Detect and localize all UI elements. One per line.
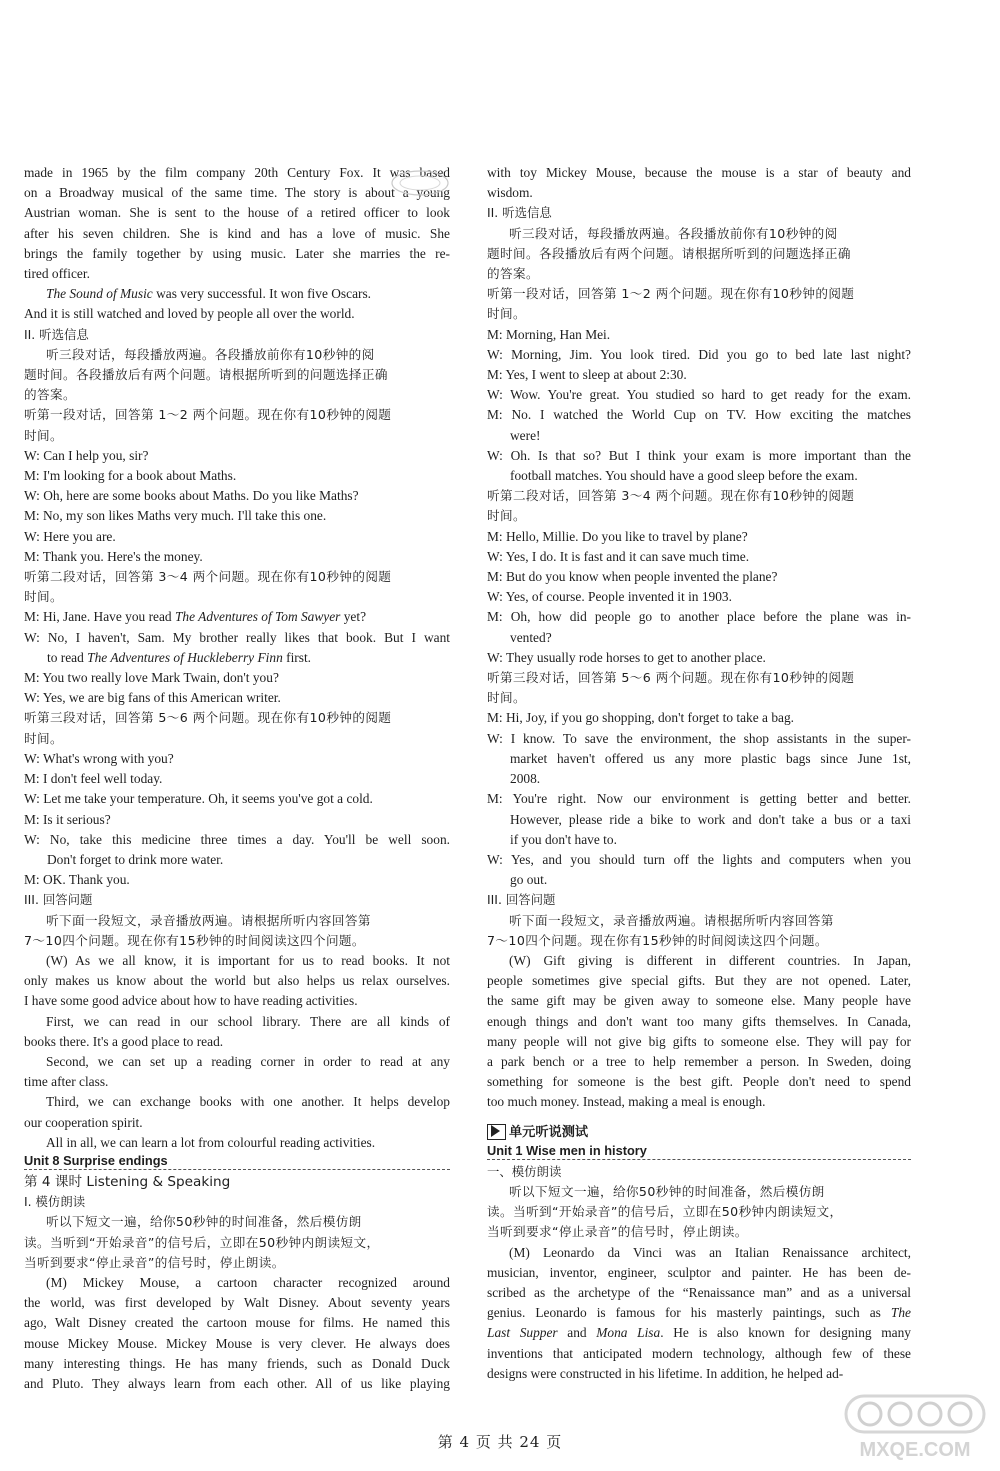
instruction-line: 题时间。各段播放后有两个问题。请根据所听到的问题选择正确 [487, 245, 851, 261]
dialogue-heading: 时间。 [487, 690, 526, 706]
dialogue-heading: 时间。 [487, 508, 526, 524]
dialogue-line: football matches. You should have a good sleep before the exam. [510, 468, 858, 484]
test-header [487, 1123, 911, 1143]
instruction-line: 当听到要求“停止录音”的信号时，停止朗读。 [24, 1254, 285, 1270]
book-title: The Adventures of Tom Sawyer [174, 609, 341, 625]
dialogue-line: were! [510, 427, 541, 443]
lesson-heading: 第 4 课时 Listening & Speaking [24, 1173, 231, 1190]
unit-heading: Unit 1 Wise men in history [487, 1143, 911, 1160]
text-fragment: and [557, 1325, 597, 1341]
dialogue-line: M: Morning, Han Mei. [487, 326, 611, 342]
text-line: tired officer. [24, 266, 90, 282]
faint-stamp [388, 167, 452, 199]
film-title: The Sound of Music [46, 286, 153, 302]
instruction-line: 当听到要求“停止录音”的信号时，停止朗读。 [487, 1224, 748, 1240]
dialogue-line: M: Thank you. Here's the money. [24, 548, 203, 564]
dialogue-line: W: Oh. Is that so? But I think your exam is more important than the [487, 447, 911, 463]
passage-line: wisdom. [487, 185, 533, 201]
unit-heading: Unit 8 Surprise endings [24, 1153, 450, 1170]
dialogue-line [24, 648, 450, 668]
dialogue-line: M: Is it serious? [24, 811, 111, 827]
text-line: And it is still watched and loved by people all over the world. [24, 306, 355, 322]
dialogue-line: W: They usually rode horses to get to another place. [487, 649, 766, 665]
instruction-line: 听以下短文一遍，给你50秒钟的时间准备，然后模仿朗 [509, 1183, 825, 1199]
book-title: The Adventures of Huckleberry Finn [87, 649, 283, 665]
dialogue-line: Don't forget to drink more water. [47, 851, 224, 867]
instruction-line: 读。当听到“开始录音”的信号后，立即在50秒钟内朗读短文， [487, 1204, 843, 1220]
passage-line: something for someone is the best gift. People don't need to spend [487, 1074, 911, 1090]
passage-line: time after class. [24, 1074, 109, 1090]
instruction-line: 读。当听到“开始录音”的信号后，立即在50秒钟内朗读短文， [24, 1234, 380, 1250]
passage-line: many people will not give big gifts to someone else. They will pay for [487, 1033, 911, 1049]
dialogue-line: W: No, take this medicine three times a day. You'll be well soon. [24, 831, 450, 847]
dialogue-line [24, 607, 450, 627]
dialogue-line: M: No. I watched the World Cup on TV. How exciting the matches [487, 407, 911, 423]
watermark-text: MXQE.COM [859, 1439, 971, 1461]
text-line [24, 284, 450, 304]
passage-line [487, 1323, 911, 1343]
text-fragment: first. [282, 649, 312, 665]
passage-line: books there. It's a good place to read. [24, 1033, 224, 1049]
dialogue-line: M: Yes, I went to sleep at about 2:30. [487, 367, 687, 383]
passage-line: I have some good advice about how to have reading activities. [24, 993, 358, 1009]
text-fragment: M: Hi, Jane. Have you read [24, 609, 175, 625]
passage-line: too much money. Instead, making a meal is enough. [487, 1094, 766, 1110]
instruction-line: 7～10四个问题。现在你有15秒钟的时间阅读这四个问题。 [24, 932, 365, 948]
passage-line: the same gift may be given away to someone else. Many people have [487, 993, 911, 1009]
text-line: brings the family together by using music. Later she marries the re- [24, 245, 450, 261]
instruction-line: 听以下短文一遍，给你50秒钟的时间准备，然后模仿朗 [46, 1214, 362, 1230]
dialogue-line: W: Can I help you, sir? [24, 447, 149, 463]
text-fragment: . He is also known for designing many [660, 1325, 911, 1341]
passage-line: scribed as the archetype of the “Renaissance man” and as a universal [487, 1284, 911, 1300]
dialogue-line: M: I'm looking for a book about Maths. [24, 468, 237, 484]
dialogue-line: However, please ride a bike to work and don't take a bus or a taxi [510, 811, 911, 827]
dialogue-line: M: Hi, Joy, if you go shopping, don't forget to take a bag. [487, 710, 795, 726]
dialogue-line: W: Yes, I do. It is fast and it can save much time. [487, 548, 750, 564]
passage-line: the world, was first developed by Walt Disney. About seventy years [24, 1295, 450, 1311]
passage-line: musician, inventor, engineer, sculptor and painter. He has been de- [487, 1264, 911, 1280]
dialogue-line: W: Yes, we are big fans of this American writer. [24, 690, 281, 706]
section-heading: II. 听选信息 [24, 326, 89, 342]
passage-line: only makes us know about the world but also helps us relax ourselves. [24, 973, 450, 989]
section-heading: 一、模仿朗读 [487, 1163, 562, 1179]
instruction-line: 题时间。各段播放后有两个问题。请根据所听到的问题选择正确 [24, 367, 388, 383]
dialogue-line: W: Let me take your temperature. Oh, it seems you've got a cold. [24, 791, 373, 807]
passage-line: with toy Mickey Mouse, because the mouse is a star of beauty and [487, 165, 911, 180]
section-heading: III. 回答问题 [487, 892, 556, 908]
section-heading: III. 回答问题 [24, 892, 93, 908]
passage-line: (M) Leonardo da Vinci was an Italian Renaissance architect, [509, 1244, 911, 1260]
dialogue-line: W: Here you are. [24, 528, 116, 544]
passage-line: ago, Walt Disney created the cartoon mouse for films. He named this [24, 1315, 450, 1331]
passage-line: (W) Gift giving is different in different countries. In Japan, [509, 952, 911, 968]
instruction-line: 7～10四个问题。现在你有15秒钟的时间阅读这四个问题。 [487, 932, 828, 948]
dialogue-line: M: But do you know when people invented the plane? [487, 569, 778, 585]
right-column [487, 163, 911, 1384]
passage-line: All in all, we can learn a lot from colourful reading activities. [46, 1134, 376, 1150]
painting-title: Mona Lisa [596, 1325, 661, 1341]
dialogue-heading: 时间。 [24, 730, 63, 746]
section-heading: I. 模仿朗读 [24, 1194, 86, 1210]
text-fragment: yet? [340, 609, 367, 625]
section-heading: II. 听选信息 [487, 205, 552, 221]
dialogue-line: W: Yes, of course. People invented it in 1903. [487, 589, 732, 605]
left-column [24, 163, 450, 1394]
dialogue-line: W: Yes, and you should turn off the lights and computers when you [487, 851, 911, 867]
dialogue-heading: 时间。 [487, 306, 526, 322]
text-line: on a Broadway musical of the same time. The story is about a young [24, 185, 450, 201]
passage-line: inventions that anticipated modern technology, although few of these [487, 1345, 911, 1361]
passage-line: (W) As we all know, it is important for us to read books. It not [46, 952, 450, 968]
dialogue-line: W: Oh, here are some books about Maths. Do you like Maths? [24, 488, 359, 504]
dialogue-heading: 时间。 [24, 427, 63, 443]
dialogue-heading: 听第二段对话，回答第 3～4 两个问题。现在你有10秒钟的阅题 [24, 569, 392, 585]
instruction-line: 听三段对话，每段播放两遍。各段播放前你有10秒钟的阅 [509, 225, 838, 241]
dialogue-line: M: I don't feel well today. [24, 771, 163, 787]
test-header-label: 单元听说测试 [509, 1124, 589, 1140]
instruction-line: 的答案。 [487, 266, 539, 282]
passage-line: Third, we can exchange books with one another. It helps develop [46, 1094, 450, 1110]
text-line: Austrian woman. She is sent to the house of a retired officer to look [24, 205, 450, 221]
dialogue-line: W: Wow. You're great. You studied so hard to get ready for the exam. [487, 387, 911, 403]
text-fragment: to read [47, 649, 88, 665]
passage-line: people sometimes give special gifts. But they are not opened. Later, [487, 973, 911, 989]
page-footer: 第 4 页 共 24 页 [437, 1433, 563, 1451]
dialogue-line: M: You two really love Mark Twain, don't you? [24, 670, 279, 686]
passage-line: and Pluto. They always learn from each other. All of us like playing [24, 1375, 450, 1391]
dialogue-heading: 听第一段对话，回答第 1～2 两个问题。现在你有10秒钟的阅题 [487, 286, 855, 302]
dialogue-heading: 听第三段对话，回答第 5～6 两个问题。现在你有10秒钟的阅题 [24, 710, 392, 726]
painting-title: Last Supper [487, 1325, 558, 1341]
dialogue-line: M: No, my son likes Maths very much. I'll take this one. [24, 508, 327, 524]
dialogue-line: W: No, I haven't, Sam. My brother really likes that book. But I want [24, 629, 450, 645]
text-line: made in 1965 by the film company 20th Century Fox. It was based [24, 165, 450, 180]
passage-line: enough things and don't want too many gifts themselves. In Canada, [487, 1013, 911, 1029]
instruction-line: 的答案。 [24, 387, 76, 403]
passage-line: First, we can read in our school library. There are all kinds of [46, 1013, 450, 1029]
dialogue-line: M: Oh, how did people go to another place before the plane was in- [487, 609, 911, 625]
instruction-line: 听三段对话，每段播放两遍。各段播放前你有10秒钟的阅 [46, 346, 375, 362]
passage-line: a park bench or a tree to help remember a person. In Sweden, doing [487, 1053, 911, 1069]
dialogue-line: W: I know. To save the environment, the shop assistants in the super- [487, 730, 911, 746]
dialogue-line: if you don't have to. [510, 831, 617, 847]
passage-line: designs were constructed in his lifetime. In addition, he helped ad- [487, 1365, 844, 1381]
dialogue-line: M: You're right. Now our environment is getting better and better. [487, 791, 911, 807]
instruction-line: 听下面一段短文，录音播放两遍。请根据所听内容回答第 [509, 912, 834, 928]
dialogue-line: M: Hello, Millie. Do you like to travel by plane? [487, 528, 748, 544]
instruction-line: 听下面一段短文，录音播放两遍。请根据所听内容回答第 [46, 912, 371, 928]
dialogue-line: W: What's wrong with you? [24, 750, 174, 766]
passage-line: mouse Mickey Mouse. Mickey Mouse is very clever. He always does [24, 1335, 450, 1351]
dialogue-line: market haven't offered us any more plastic bags since June 1st, [510, 750, 911, 766]
passage-line: our cooperation spirit. [24, 1114, 143, 1130]
dialogue-line: M: OK. Thank you. [24, 872, 130, 888]
painting-title: The [890, 1305, 911, 1321]
dialogue-line: vented? [510, 629, 552, 645]
dialogue-heading: 时间。 [24, 589, 63, 605]
passage-line: (M) Mickey Mouse, a cartoon character recognized around [46, 1274, 450, 1290]
text-fragment: genius. Leonardo is famous for his masterly paintings, such as [487, 1305, 891, 1321]
dialogue-line: go out. [510, 872, 548, 888]
text-fragment: was very successful. It won five Oscars. [152, 286, 372, 302]
play-icon [487, 1124, 506, 1140]
text-line: after his seven children. She is kind and has a love of music. She [24, 225, 450, 241]
dialogue-line: 2008. [510, 771, 541, 787]
passage-line [487, 1303, 911, 1323]
passage-line: many interesting things. He has many friends, such as Donald Duck [24, 1355, 450, 1371]
dialogue-heading: 听第三段对话，回答第 5～6 两个问题。现在你有10秒钟的阅题 [487, 670, 855, 686]
dialogue-line: W: Morning, Jim. You look tired. Did you go to bed late last night? [487, 346, 911, 362]
passage-line: Second, we can set up a reading corner in order to read at any [46, 1053, 450, 1069]
dialogue-heading: 听第二段对话，回答第 3～4 两个问题。现在你有10秒钟的阅题 [487, 488, 855, 504]
dialogue-heading: 听第一段对话，回答第 1～2 两个问题。现在你有10秒钟的阅题 [24, 407, 392, 423]
